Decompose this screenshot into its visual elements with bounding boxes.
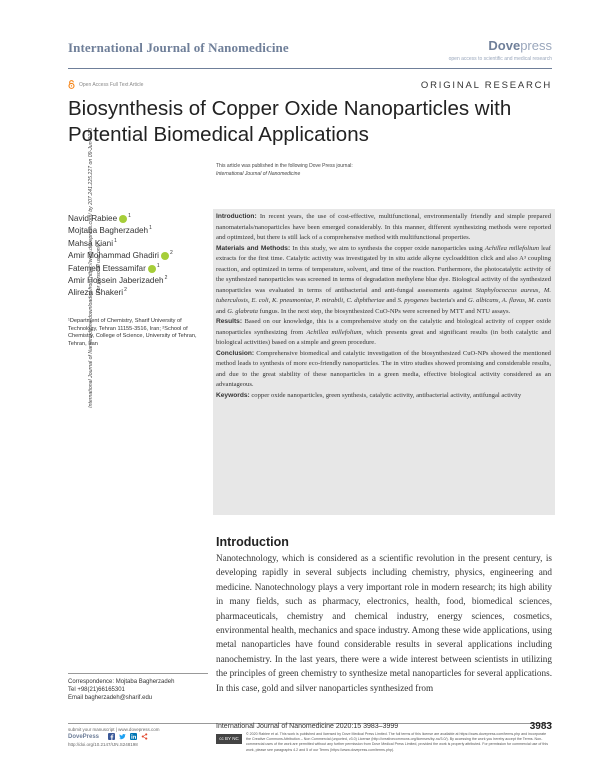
abstract <box>216 212 551 401</box>
affiliations: ¹Department of Chemistry, Sharif University of Technology, Tehran 11155-3516, Iran; ²School of Chemistry, College of Science, University of Tehran, Tehran, Iran <box>68 318 197 347</box>
page-number: 3983 <box>529 721 552 732</box>
affiliation-ref: 2 <box>170 250 173 257</box>
author-name: Mojtaba Bagherzadeh <box>68 226 149 236</box>
author[interactable] <box>68 287 208 299</box>
species-name: Achillea millefolium <box>306 328 362 336</box>
author-name: Amir Mohammad Ghadiri <box>68 251 159 261</box>
affiliation-ref: 1 <box>156 262 160 269</box>
abstract-text: Comprehensive biomedical and catalytic investigation of the biosynthesized CuO-NPs showed the mentioned method leads to synthesis of more eco-friendly nanoparticles. The in vitro studies showed promising and considerable results, and due to the great stability of these nanoparticles in a green media, effective biological activity considered as an advantageous. <box>216 349 551 388</box>
abstract-label: Materials and Methods: <box>216 244 291 252</box>
introduction-heading: Introduction <box>216 535 289 549</box>
abstract-text: fungus. In the next step, the biosynthesized CuO-NPs were screened by MTT and NTU assays. <box>259 307 511 315</box>
header-divider <box>68 68 552 69</box>
author-name: Amir Hossein Jaberizadeh <box>68 276 164 286</box>
author-name: Navid Rabiee <box>68 214 118 223</box>
author[interactable] <box>68 238 208 250</box>
abstract-label: Keywords: <box>216 391 250 399</box>
correspondence-email[interactable]: Email bagherzadeh@sharif.edu <box>68 695 153 701</box>
publisher-tagline: open access to scientific and medical research <box>448 56 552 62</box>
correspondence-divider <box>68 673 208 674</box>
author-name: Mahsa Kiani <box>68 238 114 248</box>
correspondence-author: Correspondence: Mojtaba Bagherzadeh <box>68 679 175 685</box>
publisher-sub: press <box>520 38 552 53</box>
doi-link[interactable]: http://doi.org/10.2147/IJN.S248198 <box>68 742 138 747</box>
publisher-main: Dove <box>488 38 521 53</box>
author[interactable] <box>68 225 208 237</box>
article-title: Biosynthesis of Copper Oxide Nanoparticles with Potential Biomedical Applications <box>68 97 512 146</box>
abstract-conclusion <box>216 349 551 391</box>
publication-note-journal: International Journal of Nanomedicine <box>216 171 301 177</box>
species-name: Achillea millefolium <box>484 244 539 252</box>
abstract-text: leaf extracts for the first time. Catalytic activity was investigated by in situ azide alkyne cycloaddition click and also A³ coupling reaction, and optimized in terms of temperature, solvent, and time of the reaction. Furthermore, the photocatalytic activity of the synthesized nanoparticles was screened in terms of degradation methylene blue dye. Biological activity of the synthesized nanoparticles was evaluated in terms of antibacterial and anti-fungal assessments against <box>216 244 551 294</box>
journal-title: International Journal of Nanomedicine <box>68 40 289 55</box>
linkedin-icon[interactable] <box>130 733 137 740</box>
download-notice-line: International Journal of Nanomedicine downloaded from https://www.dovepress.com/ by 207.241.225.227 on 09-Jun-2020 <box>88 128 94 408</box>
abstract-label: Introduction: <box>216 213 257 220</box>
author-name: Alireza Shakeri <box>68 288 124 298</box>
twitter-icon[interactable] <box>119 733 126 740</box>
license-text: © 2020 Rabiee et al. This work is published and licensed by Dove Medical Press Limited. The full terms of this license are available at https://www.dovepress.com/terms.php and incorporate the Creative Commons Attribution – Non Commercial (unported, v3.0) License (http://creativecommons.org/licenses/by-nc/3.0/). By accessing the work you hereby accept the Terms. Non-commercial uses of the work are permitted without any further permission from Dove Medical Press Limited, provided the work is properly attributed. For permission for commercial use of this work, please see paragraphs 4.2 and 5 of our Terms (https://www.dovepress.com/terms.php). <box>246 732 548 752</box>
submit-manuscript-link[interactable]: submit your manuscript | www.dovepress.com <box>68 727 160 732</box>
affiliation-ref: 1 <box>149 225 152 232</box>
journal-citation: International Journal of Nanomedicine 2020:15 3983–3999 <box>216 723 399 730</box>
keywords-text: copper oxide nanoparticles, green synthesis, catalytic activity, antibacterial activity, antifungal activity <box>251 391 522 399</box>
affiliation-ref: 1 <box>128 213 131 219</box>
abstract-text: bacteria's and <box>430 297 467 304</box>
article-type: ORIGINAL RESEARCH <box>420 80 552 91</box>
footer-logo[interactable]: DovePress <box>68 734 100 740</box>
affiliation-ref: 2 <box>164 275 168 282</box>
social-links <box>108 733 148 740</box>
organism-names: Staphylococcus aureus, M. tuberculosis, E. coli, K. pneumoniae, P. mirabili, C. diphtheriae <box>216 286 551 304</box>
correspondence <box>68 678 213 702</box>
open-access-icon <box>68 80 75 89</box>
orcid-icon[interactable] <box>161 252 169 260</box>
orcid-icon[interactable] <box>148 265 156 273</box>
abstract-keywords <box>216 391 551 402</box>
abstract-text: In recent years, the use of cost-effective, multifunctional, environmentally friendly and simple prepared nanomaterials/nanoparticles have been emerged considerably. In this manner, different synthesizing methods were reported and optimized, but there is still lack of a comprehensive method with multifunctional properties. <box>216 213 551 241</box>
organism-names: G. glabrata <box>227 307 258 315</box>
download-notice-line: For personal use only. <box>96 242 102 294</box>
abstract-text: Based on our knowledge, this is a comprehensive study on the catalytic and biological activity of copper oxide nanoparticles synthesizing from <box>216 318 551 336</box>
introduction-text: Nanotechnology, which is considered as a scientific revolution in the present century, is developing rapidly in several subjects including chemistry, physics, engineering and medicine. Nanotechnology plays a very important role in modern research; its high ability in many fields, such as pharmacy, electronics, health, food, biomedical sciences, pharmaceuticals, chemistry and chemical industry, energy sciences, cosmetics, environmental health, mechanics and space industry. Among these wide applications, using metal nanoparticles have found considerable results in several applications including nanochemistry. In the last years, there were a wide interest between scientists in utilizing the principles of green chemistry to synthesize metal nanoparticles for several applications. In this case, gold and silver nanoparticles synthesized from <box>216 553 552 693</box>
abstract-text: , which presents great and significant results (in both catalytic and biological activities) based on a simple and green procedure. <box>216 328 552 346</box>
author-list <box>68 213 208 300</box>
abstract-results <box>216 317 551 349</box>
organism-names: G. albicans, A. flavus, M. canis <box>468 297 551 304</box>
abstract-text: In this study, we aim to synthesis the copper oxide nanoparticles using <box>292 244 483 252</box>
author[interactable] <box>68 275 208 287</box>
author[interactable] <box>68 263 208 275</box>
correspondence-phone: Tel +98(21)66165301 <box>68 687 125 693</box>
author-name: Fatemeh Etessamifar <box>68 263 146 273</box>
publication-note-line: This article was published in the following Dove Press journal: <box>216 163 353 169</box>
publication-note <box>216 162 353 178</box>
publisher-logo[interactable] <box>488 38 552 53</box>
share-icon[interactable] <box>141 733 148 740</box>
footer-left <box>68 726 208 748</box>
organism-names: S. pyogenes <box>397 297 429 304</box>
cc-license-badge[interactable]: cc BY NC <box>216 734 242 744</box>
abstract-label: Results: <box>216 318 243 325</box>
affiliation-ref: 2 <box>124 287 127 294</box>
abstract-methods <box>216 244 551 318</box>
abstract-text: and <box>216 307 226 315</box>
open-access-text: Open Access Full Text Article <box>79 81 144 88</box>
facebook-icon[interactable] <box>108 733 115 740</box>
author[interactable] <box>68 213 208 225</box>
author[interactable] <box>68 250 208 262</box>
orcid-icon[interactable] <box>119 215 127 223</box>
abstract-introduction <box>216 212 551 244</box>
abstract-text: and <box>386 297 396 304</box>
abstract-label: Conclusion: <box>216 349 255 357</box>
affiliation-ref: 1 <box>114 237 117 244</box>
open-access-label <box>68 80 143 89</box>
